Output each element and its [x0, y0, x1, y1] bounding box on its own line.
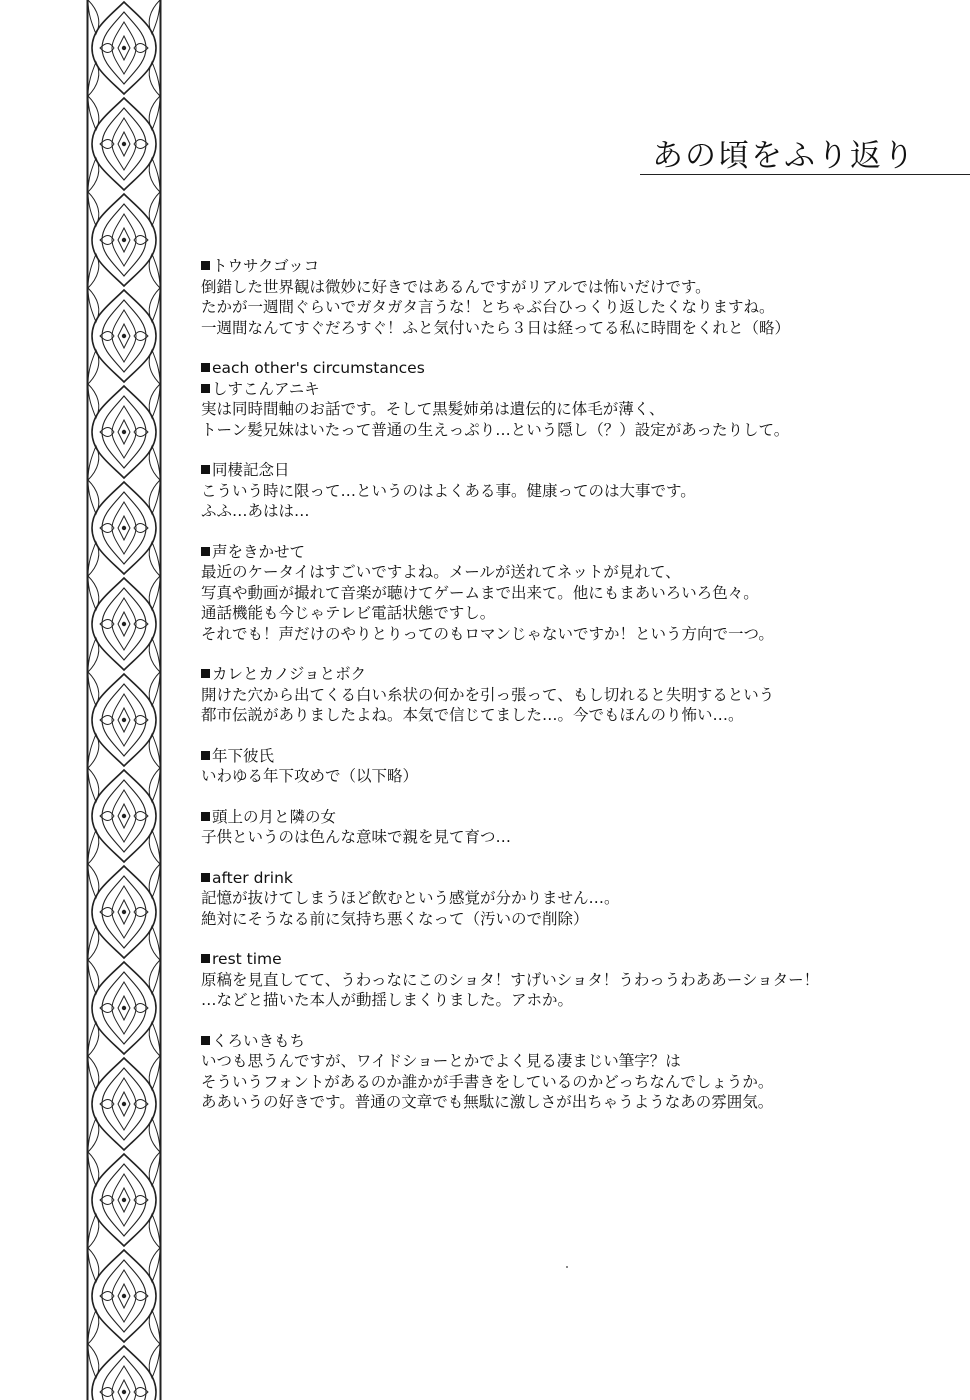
section-line: 開けた穴から出てくる白い糸状の何かを引っ張って、もし切れると失明するという	[201, 685, 775, 704]
section-heading: くろいきもち	[201, 1031, 941, 1052]
page-speck	[566, 1266, 568, 1268]
section-heading: トウサクゴッコ	[201, 256, 941, 277]
section-line: 実は同時間軸のお話です。そして黒髪姉弟は遺伝的に体毛が薄く、	[201, 400, 665, 418]
section-line: いわゆる年下攻めで（以下略）	[201, 767, 419, 785]
afterword-content	[201, 256, 941, 1133]
border-motif	[88, 0, 160, 96]
section-toshishita-kareshi	[201, 746, 941, 787]
section-dousei-kinenbi	[201, 460, 941, 522]
section-koe-wo-kikasete	[201, 542, 941, 645]
border-motif	[88, 288, 160, 384]
border-motif	[88, 864, 160, 960]
border-motif	[88, 1344, 160, 1400]
section-heading: each other's circumstances	[201, 358, 941, 379]
section-line: 絶対にそうなる前に気持ち悪くなって（汚いので削除）	[201, 909, 589, 928]
section-line: トーン髪兄妹はいたって普通の生えっぷり…という隠し（？）設定があったりして。	[201, 420, 790, 439]
title-underline	[640, 174, 970, 175]
border-motif	[88, 1056, 160, 1152]
border-motif	[88, 1152, 160, 1248]
border-motif	[88, 768, 160, 864]
section-heading: 声をきかせて	[201, 542, 941, 563]
section-tousaku-gokko	[201, 256, 941, 338]
section-line: 写真や動画が撮れて音楽が聴けてゲームまで出来て。他にもまあいろいろ色々。	[201, 583, 759, 602]
section-line: 都市伝説がありましたよね。本気で信じてました…。今でもほんのり怖い…。	[201, 706, 744, 724]
section-heading: 年下彼氏	[201, 746, 941, 767]
section-line: 通話機能も今じゃテレビ電話状態ですし。	[201, 604, 496, 622]
section-line: 記憶が抜けてしまうほど飲むという感覚が分かりません…。	[201, 889, 620, 907]
border-motif	[88, 96, 160, 192]
section-line: 一週間なんてすぐだろすぐ！ふと気付いたら３日は経ってる私に時間をくれと（略）	[201, 318, 791, 337]
section-line: 原稿を見直してて、うわっなにこのショタ！すげいショタ！うわっうわああーショター！	[201, 970, 820, 989]
section-line: 倒錯した世界観は微妙に好きではあるんですがリアルでは怖いだけです。	[201, 277, 711, 296]
section-heading: 同棲記念日	[201, 460, 941, 481]
section-heading: rest time	[201, 949, 941, 970]
page-title: あの頃をふり返り	[652, 138, 916, 174]
section-zujou-no-tsuki	[201, 807, 941, 848]
section-heading: カレとカノジョとボク	[201, 664, 941, 685]
page-header	[640, 128, 970, 180]
section-heading: after drink	[201, 868, 941, 889]
section-line: こういう時に限って…というのはよくある事。健康ってのは大事です。	[201, 481, 696, 500]
border-motif	[88, 480, 160, 576]
section-line: ああいうの好きです。普通の文章でも無駄に激しさが出ちゃうようなあの雰囲気。	[201, 1093, 774, 1111]
section-heading: しすこんアニキ	[201, 379, 941, 400]
border-motif	[88, 672, 160, 768]
section-heading: 頭上の月と隣の女	[201, 807, 941, 828]
border-motif	[88, 960, 160, 1056]
section-line: 最近のケータイはすごいですよね。メールが送れてネットが見れて、	[201, 563, 681, 581]
section-sisukon-aniki	[201, 358, 941, 440]
section-after-drink	[201, 868, 941, 930]
border-motif	[88, 192, 160, 288]
section-rest-time	[201, 949, 941, 1011]
section-line: たかが一週間ぐらいでガタガタ言うな！とちゃぶ台ひっくり返したくなりますね。	[201, 298, 775, 316]
section-line: ふふ…あはは…	[201, 502, 310, 520]
section-line: いつも思うんですが、ワイドショーとかでよく見る凄まじい筆字？は	[201, 1052, 681, 1070]
border-motif	[88, 1248, 160, 1344]
ornamental-border	[86, 0, 162, 1400]
border-motif	[88, 384, 160, 480]
section-line: そういうフォントがあるのか誰かが手書きをしているのかどっちなんでしょうか。	[201, 1072, 774, 1091]
section-line: 子供というのは色んな意味で親を見て育つ…	[201, 828, 512, 846]
border-motif	[88, 576, 160, 672]
section-kuroi-kimochi	[201, 1031, 941, 1113]
section-line: …などと描いた本人が動揺しまくりました。アホか。	[201, 991, 574, 1009]
section-kare-to-kanojo-to-boku	[201, 664, 941, 726]
section-line: それでも！声だけのやりとりってのもロマンじゃないですか！という方向で一つ。	[201, 624, 774, 643]
